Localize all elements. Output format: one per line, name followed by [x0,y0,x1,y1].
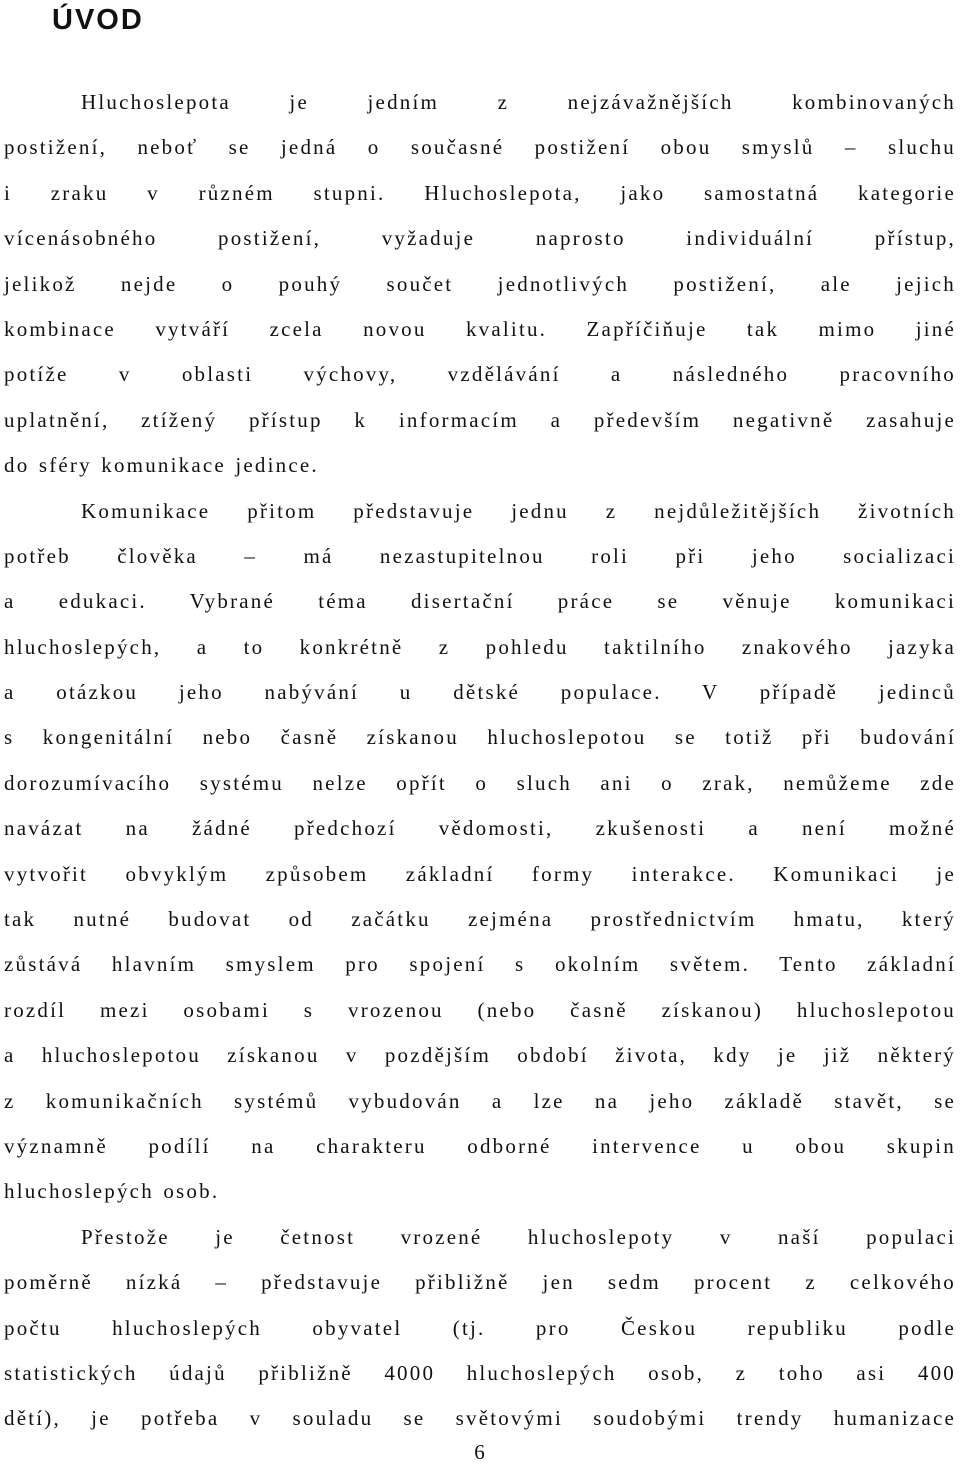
body-text [4,80,956,1442]
text-line: postižení, neboť se jedná o současné postižení obou smyslů – sluchu [4,135,956,160]
chapter-heading: ÚVOD [52,4,144,36]
text-line: do sféry komunikace jedince. [4,453,319,478]
text-line: Hluchoslepota je jedním z nejzávažnějších kombinovaných [81,90,956,114]
text-line: vytvořit obvyklým způsobem základní formy interakce. Komunikaci je [4,861,956,886]
text-line: a otázkou jeho nabývání u dětské populace. V případě jedinců [4,680,956,705]
text-line: dorozumívacího systému nelze opřít o sluch ani o zrak, nemůžeme zde [4,770,956,795]
text-line: z komunikačních systémů vybudován a lze na jeho základě stavět, se [4,1088,956,1113]
text-line: rozdíl mezi osobami s vrozenou (nebo časně získanou) hluchoslepotou [4,997,956,1022]
text-line: jelikož nejde o pouhý součet jednotlivých postižení, ale jejich [4,271,956,296]
text-line: potřeb člověka – má nezastupitelnou roli při jeho socializaci [4,543,956,568]
text-line: statistických údajů přibližně 4000 hluchoslepých osob, z toho asi 400 [4,1360,956,1385]
text-line: hluchoslepých, a to konkrétně z pohledu taktilního znakového jazyka [4,634,956,659]
text-line: a hluchoslepotou získanou v pozdějším období života, kdy je již některý [4,1043,956,1068]
text-line: vícenásobného postižení, vyžaduje naprosto individuální přístup, [4,226,956,251]
page-number: 6 [474,1440,486,1464]
text-line: poměrně nízká – představuje přibližně jen sedm procent z celkového [4,1270,956,1295]
text-line: i zraku v různém stupni. Hluchoslepota, jako samostatná kategorie [4,180,956,205]
text-line: navázat na žádné předchozí vědomosti, zkušenosti a není možné [4,816,956,841]
text-line: potíže v oblasti výchovy, vzdělávání a následného pracovního [4,362,956,387]
text-line: zůstává hlavním smyslem pro spojení s okolním světem. Tento základní [4,952,956,977]
text-line: počtu hluchoslepých obyvatel (tj. pro Českou republiku podle [4,1315,956,1340]
text-line: kombinace vytváří zcela novou kvalitu. Zapříčiňuje tak mimo jiné [4,316,956,341]
text-line: Komunikace přitom představuje jednu z nejdůležitějších životních [81,498,956,523]
text-line: a edukaci. Vybrané téma disertační práce se věnuje komunikaci [4,589,956,614]
text-line: významně podílí na charakteru odborné intervence u obou skupin [4,1133,956,1158]
text-line: Přestože je četnost vrozené hluchoslepoty v naší populaci [81,1224,956,1249]
text-line: uplatnění, ztížený přístup k informacím a především negativně zasahuje [4,407,956,432]
text-line: s kongenitální nebo časně získanou hluchoslepotou se totiž při budování [4,725,956,750]
text-line: dětí), je potřeba v souladu se světovými soudobými trendy humanizace [4,1406,956,1431]
text-line: tak nutné budovat od začátku zejména prostřednictvím hmatu, který [4,907,956,932]
text-line: hluchoslepých osob. [4,1179,220,1204]
